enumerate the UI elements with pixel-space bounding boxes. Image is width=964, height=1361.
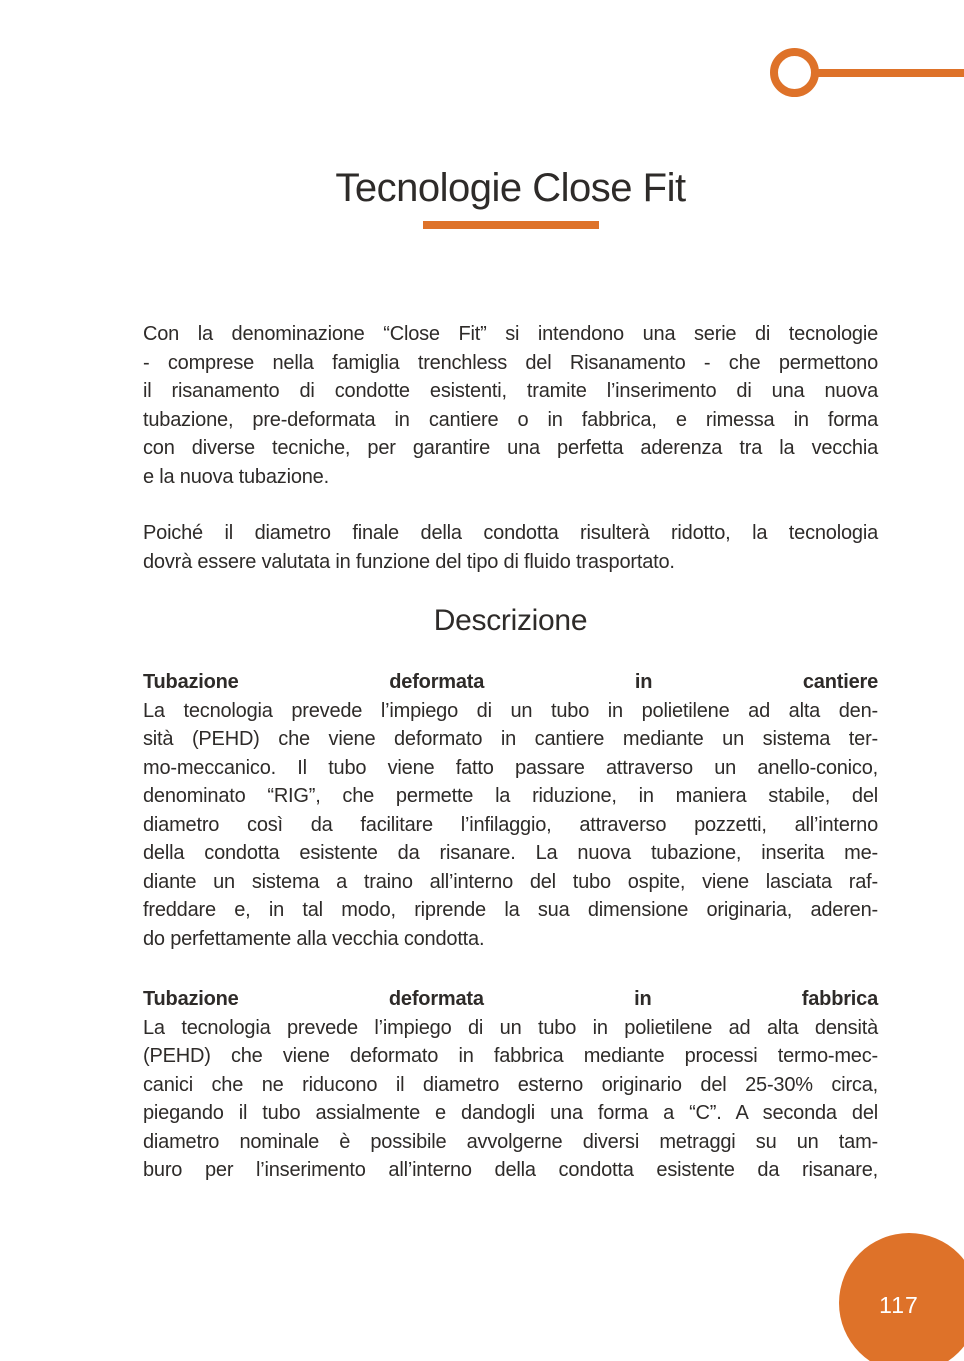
text-line: con diverse tecniche, per garantire una perfetta aderenza tra la vecchia: [143, 437, 878, 459]
text-line: tubazione, pre-deformata in cantiere o in fabbrica, e rimessa in forma: [143, 408, 878, 431]
text-line: diametro così da facilitare l’infilaggio, attraverso pozzetti, all’interno: [143, 813, 878, 836]
circle-ornament-icon: [770, 48, 819, 97]
text-line: Con la denominazione “Close Fit” si intendono una serie di tecnologie: [143, 323, 878, 345]
text-line: canici che ne riducono il diametro esterno originario del 25-30% circa,: [143, 1073, 878, 1096]
text-line: (PEHD) che viene deformato in fabbrica mediante processi termo-mec-: [143, 1045, 878, 1067]
text-line: denominato “RIG”, che permette la riduzione, in maniera stabile, del: [143, 785, 878, 807]
text-line: Poiché il diametro finale della condotta risulterà ridotto, la tecnologia: [143, 522, 878, 544]
text-line: diante un sistema a traino all’interno del tubo ospite, viene lasciata raf-: [143, 870, 878, 893]
subsection-heading-cantiere: Tubazione deformata in cantiere: [143, 671, 878, 693]
text-line: sità (PEHD) che viene deformato in cantiere mediante un sistema ter-: [143, 728, 878, 750]
text-line: do perfettamente alla vecchia condotta.: [143, 927, 485, 950]
text-line: il risanamento di condotte esistenti, tramite l’inserimento di una nuova: [143, 380, 878, 402]
subsection-heading-fabbrica: Tubazione deformata in fabbrica: [143, 988, 878, 1010]
text-line: mo-meccanico. Il tubo viene fatto passare attraverso un anello-conico,: [143, 756, 878, 779]
text-line: dovrà essere valutata in funzione del tipo di fluido trasportato.: [143, 550, 675, 573]
fabbrica-section: [143, 985, 878, 1185]
page-number: 117: [879, 1292, 919, 1318]
line-ornament: [815, 69, 964, 77]
text-line: La tecnologia prevede l’impiego di un tubo in polietilene ad alta densità: [143, 1016, 878, 1039]
text-line: freddare e, in tal modo, riprende la sua dimensione originaria, aderen-: [143, 899, 878, 921]
text-line: buro per l’inserimento all’interno della condotta esistente da risanare,: [143, 1159, 878, 1181]
text-line: e la nuova tubazione.: [143, 465, 329, 488]
text-line: La tecnologia prevede l’impiego di un tubo in polietilene ad alta den-: [143, 699, 878, 722]
cantiere-section: [143, 668, 878, 953]
title-underline: [423, 221, 599, 229]
text-line: - comprese nella famiglia trenchless del Risanamento - che permettono: [143, 351, 878, 374]
diameter-note-paragraph: [143, 519, 878, 576]
intro-paragraph: [143, 320, 878, 491]
fabbrica-paragraph: [143, 1014, 878, 1185]
cantiere-paragraph: [143, 697, 878, 954]
section-heading-descrizione: Descrizione: [433, 604, 588, 637]
page-title: Tecnologie Close Fit: [335, 166, 686, 210]
text-line: piegando il tubo assialmente e dandogli una forma a “C”. A seconda del: [143, 1102, 878, 1124]
text-line: della condotta esistente da risanare. La nuova tubazione, inserita me-: [143, 842, 878, 864]
text-line: diametro nominale è possibile avvolgerne diversi metraggi su un tam-: [143, 1130, 878, 1153]
